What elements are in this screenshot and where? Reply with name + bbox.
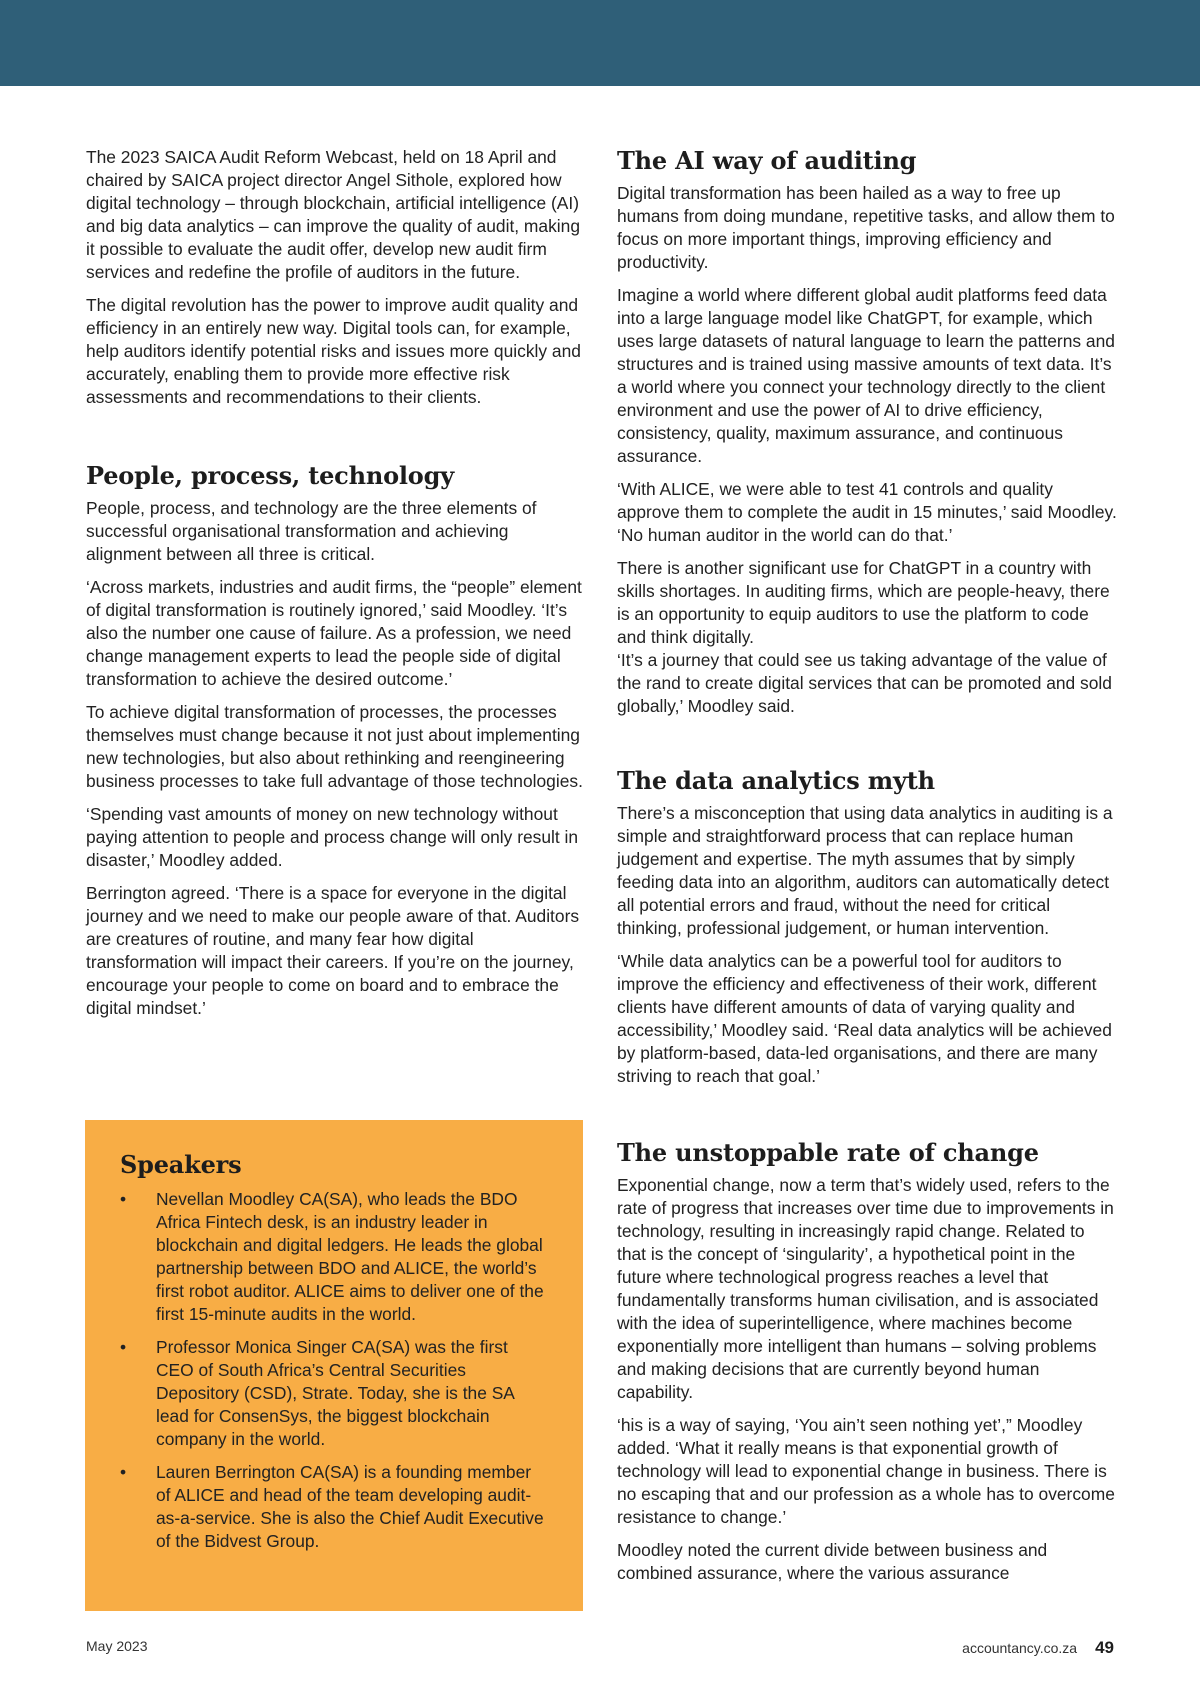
speaker-item	[120, 1461, 547, 1553]
left-column	[86, 146, 586, 1030]
speakers-heading: Speakers	[120, 1150, 242, 1179]
ai-section	[617, 146, 1117, 718]
ai-paragraph-2: Imagine a world where different global audit platforms feed data into a large language model like ChatGPT, for example, which uses large datasets of natural language to learn the patterns and structures and is trained using massive amounts of text data. It’s a world where you connect your technology directly to the client environment and use the power of AI to drive efficiency, consistency, quality, maximum assurance, and continuous assurance.	[617, 285, 1115, 466]
people-paragraph-4: ‘Spending vast amounts of money on new technology without paying attention to people and process change will only result in disaster,’ Moodley added.	[86, 804, 579, 870]
change-paragraph-1: Exponential change, now a term that’s widely used, refers to the rate of progress that increases over time due to improvements in technology, resulting in increasingly rapid change. Related to that is the concept of ‘singularity’, a hypothetical point in the future where technological progress reaches a level that fundamentally transforms human civilisation, and is associated with the idea of superintelligence, where machines become exponentially more intelligent than humans – solving problems and making decisions that are currently beyond human capability.	[617, 1175, 1114, 1402]
ai-paragraph-5: ‘It’s a journey that could see us taking advantage of the value of the rand to create digital services that can be promoted and sold globally,’ Moodley said.	[617, 650, 1112, 716]
change-heading: The unstoppable rate of change	[617, 1138, 1039, 1167]
footer-date: May 2023	[86, 1638, 148, 1654]
change-paragraph-3: Moodley noted the current divide between business and combined assurance, where the various assurance	[617, 1540, 1048, 1583]
people-paragraph-5: Berrington agreed. ‘There is a space for everyone in the digital journey and we need to make our people aware of that. Auditors are creatures of routine, and many fear how digital transformation will impact their careers. If you’re on the journey, encourage your people to come on board and to embrace the digital mindset.’	[86, 883, 580, 1018]
right-column	[617, 146, 1117, 1595]
header-band	[0, 0, 1200, 86]
ai-paragraph-1: Digital transformation has been hailed as a way to free up humans from doing mundane, repetitive tasks, and allow them to focus on more important things, improving efficiency and productivity.	[617, 183, 1115, 272]
footer-site: accountancy.co.za	[962, 1640, 1078, 1656]
bullet-icon: •	[120, 1189, 127, 1209]
bullet-icon: •	[120, 1462, 127, 1482]
speaker-item	[120, 1188, 547, 1326]
people-paragraph-1: People, process, and technology are the three elements of successful organisational transformation and achieving alignment between all three is critical.	[86, 498, 537, 564]
intro-section	[86, 146, 586, 409]
people-heading: People, process, technology	[86, 461, 454, 490]
myth-paragraph-1: There’s a misconception that using data analytics in auditing is a simple and straightforward process that can replace human judgement and expertise. The myth assumes that by simply feeding data into an algorithm, auditors can automatically detect all potential errors and fraud, without the need for critical thinking, professional judgement, or human intervention.	[617, 803, 1113, 938]
bullet-icon: •	[120, 1337, 127, 1357]
speakers-box	[85, 1120, 583, 1611]
page-number: 49	[1095, 1638, 1114, 1657]
speaker-text: Nevellan Moodley CA(SA), who leads the BDO Africa Fintech desk, is an industry leader in blockchain and digital ledgers. He leads the global partnership between BDO and ALICE, the world’s first robot auditor. ALICE aims to deliver one of the first 15-minute audits in the world.	[156, 1189, 544, 1324]
speaker-text: Professor Monica Singer CA(SA) was the first CEO of South Africa’s Central Securities Depository (CSD), Strate. Today, she is the SA lead for ConsenSys, the biggest blockchain company in the world.	[156, 1337, 514, 1449]
intro-paragraph-2: The digital revolution has the power to improve audit quality and efficiency in an entirely new way. Digital tools can, for example, help auditors identify potential risks and issues more quickly and accurately, enabling them to provide more effective risk assessments and recommendations to their clients.	[86, 295, 581, 407]
ai-paragraph-4: There is another significant use for ChatGPT in a country with skills shortages. In auditing firms, which are people-heavy, there is an opportunity to equip auditors to use the platform to code and think digitally.	[617, 558, 1110, 647]
footer-right	[962, 1638, 1114, 1658]
intro-paragraph-1: The 2023 SAICA Audit Reform Webcast, held on 18 April and chaired by SAICA project director Angel Sithole, explored how digital technology – through blockchain, artificial intelligence (AI) and big data analytics – can improve the quality of audit, making it possible to evaluate the audit offer, develop new audit firm services and redefine the profile of auditors in the future.	[86, 147, 580, 282]
ai-paragraph-3: ‘With ALICE, we were able to test 41 controls and quality approve them to complete the audit in 15 minutes,’ said Moodley. ‘No human auditor in the world can do that.’	[617, 479, 1117, 545]
myth-paragraph-2: ‘While data analytics can be a powerful tool for auditors to improve the efficiency and effectiveness of their work, different clients have different amounts of data of varying quality and accessibility,’ Moodley said. ‘Real data analytics will be achieved by platform-based, data-led organisations, and there are many striving to reach that goal.’	[617, 951, 1112, 1086]
people-paragraph-2: ‘Across markets, industries and audit firms, the “people” element of digital transformation is routinely ignored,’ said Moodley. ‘It’s also the number one cause of failure. As a profession, we need change management experts to lead the people side of digital transformation to achieve the desired outcome.’	[86, 577, 582, 689]
ai-heading: The AI way of auditing	[617, 146, 917, 175]
people-paragraph-3: To achieve digital transformation of processes, the processes themselves must change because it not just about implementing new technologies, but also about rethinking and reengineering business processes to take full advantage of those technologies.	[86, 702, 583, 791]
people-section	[86, 461, 586, 1020]
myth-heading: The data analytics myth	[617, 766, 935, 795]
speaker-text: Lauren Berrington CA(SA) is a founding member of ALICE and head of the team developing audit-as-a-service. She is also the Chief Audit Executive of the Bidvest Group.	[156, 1462, 544, 1551]
speaker-item	[120, 1336, 547, 1451]
myth-section	[617, 766, 1117, 1088]
speakers-list	[120, 1188, 547, 1553]
change-paragraph-2: ‘his is a way of saying, ‘You ain’t seen nothing yet’,” Moodley added. ‘What it really means is that exponential growth of technology will lead to exponential change in business. There is no escaping that and our profession as a whole has to overcome resistance to change.’	[617, 1415, 1115, 1527]
change-section	[617, 1138, 1117, 1585]
